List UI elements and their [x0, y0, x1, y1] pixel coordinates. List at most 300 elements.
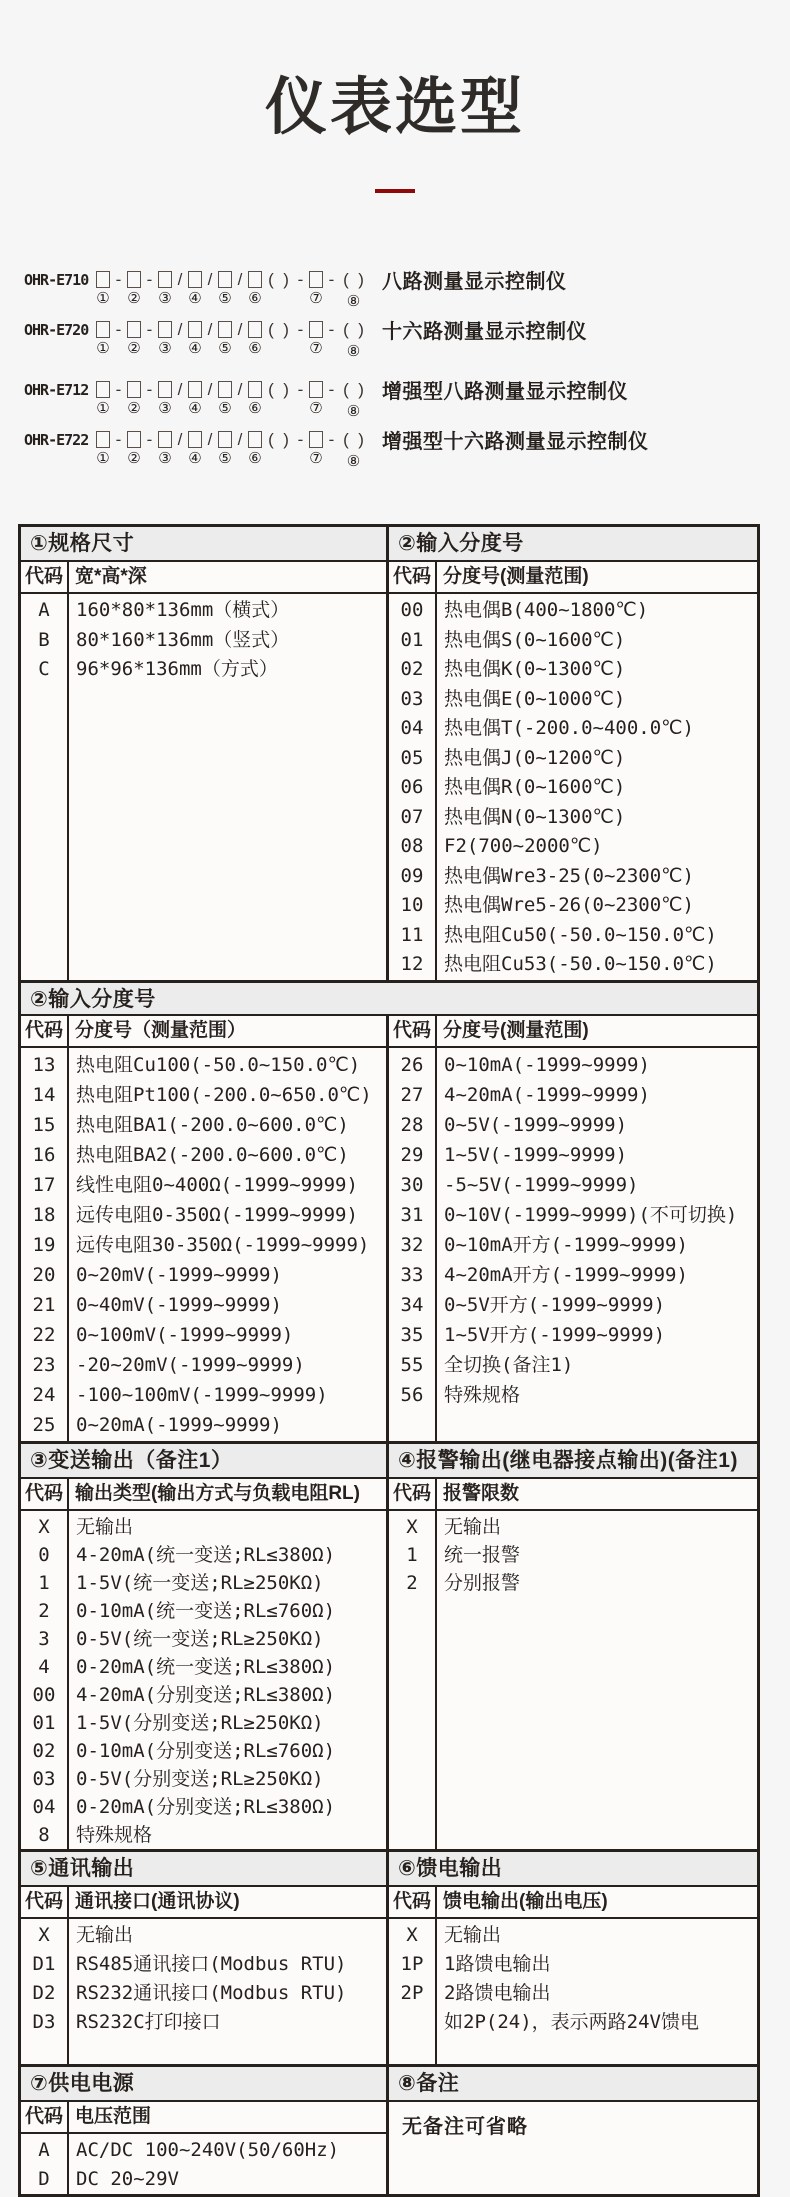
- code-box: [248, 381, 262, 398]
- code-cell: 8: [38, 1823, 50, 1846]
- separator-slot: [205, 429, 215, 472]
- table-band-5: [18, 2064, 760, 2197]
- note-text: 无备注可省略: [402, 2115, 528, 2138]
- code-box: [158, 381, 172, 398]
- code-cell: 19: [32, 1233, 56, 1256]
- paren-pair: ( ): [268, 270, 289, 290]
- code-cell: B: [38, 628, 50, 651]
- band-body: [21, 2067, 757, 2194]
- code-column: [21, 1919, 69, 2064]
- column-header-code: 代码: [389, 1887, 437, 1917]
- code-cell: 28: [400, 1113, 424, 1136]
- value-cell: 0-5V(分别变送;RL≥250KΩ): [76, 1767, 324, 1790]
- column-header-code: 代码: [21, 1479, 69, 1509]
- value-cell: 4~20mA(-1999~9999): [444, 1083, 650, 1106]
- band-body: [21, 527, 757, 980]
- dash-separator: -: [146, 320, 153, 340]
- code-cell: 04: [32, 1795, 56, 1818]
- paren-pair: ( ): [343, 380, 364, 400]
- column-header-value: 宽*高*深: [75, 566, 147, 587]
- value-cell: 1-5V(分别变送;RL≥250KΩ): [76, 1711, 324, 1734]
- code-box: [218, 431, 232, 448]
- code-cell: 16: [32, 1143, 56, 1166]
- code-box-slot: [309, 379, 323, 422]
- code-cell: X: [38, 1923, 50, 1946]
- model-row: [24, 319, 790, 362]
- code-box: [218, 271, 232, 288]
- value-cell: 远传电阻0-350Ω(-1999~9999): [76, 1203, 358, 1226]
- code-cell: 08: [400, 835, 424, 857]
- value-cell: 如2P(24)，表示两路24V馈电: [444, 2010, 699, 2033]
- value-column: [69, 594, 386, 980]
- table-body: [389, 1919, 757, 2064]
- code-cell: 03: [400, 687, 424, 710]
- value-cell: RS232通讯接口(Modbus RTU): [76, 1981, 347, 2004]
- code-box-slot: [218, 319, 232, 362]
- model-code: OHR-E720: [24, 321, 89, 340]
- separator-slot: [144, 269, 155, 312]
- circled-number-label: ①: [96, 400, 110, 418]
- code-cell: D1: [32, 1952, 56, 1975]
- value-cell: 热电阻BA2(-200.0~600.0℃): [76, 1143, 349, 1166]
- table-body: [389, 1511, 757, 1849]
- value-cell: 热电偶J(0~1200℃): [444, 746, 626, 769]
- model-code: OHR-E710: [24, 271, 89, 290]
- circled-number-label: [116, 292, 120, 312]
- code-box-slot: [188, 319, 202, 362]
- circled-number-label: ⑥: [248, 290, 262, 308]
- slash-separator: /: [177, 320, 183, 340]
- table-body: [389, 1048, 757, 1441]
- value-cell: 线性电阻0~400Ω(-1999~9999): [76, 1173, 358, 1196]
- band-body: [21, 1016, 757, 1441]
- code-cell: 21: [32, 1293, 56, 1316]
- value-cell: 4-20mA(分别变送;RL≤380Ω): [76, 1683, 336, 1706]
- code-box-slot: [127, 319, 141, 362]
- paren-pair: ( ): [343, 270, 364, 290]
- circled-number-label: ①: [96, 290, 110, 308]
- code-box-slot: [218, 269, 232, 312]
- circled-number-label: ⑦: [309, 400, 323, 418]
- model-ordering-section: [24, 269, 790, 472]
- code-box: [127, 381, 141, 398]
- circled-number-label: ⑦: [309, 290, 323, 308]
- code-cell: 56: [400, 1383, 424, 1406]
- code-box-slot: [218, 379, 232, 422]
- dash-separator: -: [297, 430, 304, 450]
- circled-number-label: ⑦: [309, 340, 323, 358]
- table-half-right: [389, 1016, 757, 1441]
- circled-number-label: [208, 342, 212, 362]
- circled-number-label: ⑥: [248, 340, 262, 358]
- code-box-slot: [248, 319, 262, 362]
- table-half-left: [21, 1016, 389, 1441]
- column-header-row: [21, 1016, 386, 1048]
- table-half-left: [21, 2067, 389, 2194]
- value-cell: 热电偶K(0~1300℃): [444, 658, 626, 680]
- value-cell: 热电偶T(-200.0~400.0℃): [444, 717, 694, 739]
- value-cell: 无输出: [76, 1923, 134, 1946]
- column-header-code: 代码: [21, 562, 69, 592]
- circled-number-label: [178, 452, 182, 472]
- code-cell: 20: [32, 1263, 56, 1286]
- dash-separator: -: [146, 270, 153, 290]
- separator-slot: [295, 319, 306, 362]
- circled-number-label: [208, 402, 212, 422]
- separator-slot: [235, 379, 245, 422]
- code-box-slot: [248, 429, 262, 472]
- circled-number-label: [147, 402, 151, 422]
- circled-number-label: [276, 402, 280, 422]
- band-body: [21, 1852, 757, 2064]
- code-cell: X: [38, 1515, 50, 1538]
- column-header-row: [21, 2102, 386, 2134]
- code-box: [188, 381, 202, 398]
- code-box-slot: [158, 429, 172, 472]
- value-column: [437, 1919, 757, 2064]
- dash-separator: -: [328, 320, 335, 340]
- column-header-value: 报警限数: [443, 1482, 520, 1504]
- value-cell: 0~5V开方(-1999~9999): [444, 1293, 666, 1316]
- code-column: [389, 594, 437, 980]
- separator-slot: [265, 269, 292, 312]
- circled-number-label: [208, 292, 212, 312]
- paren-pair: ( ): [343, 320, 364, 340]
- slash-separator: /: [207, 270, 213, 290]
- model-description: 八路测量显示控制仪: [382, 271, 567, 294]
- table-half-left: [21, 527, 389, 980]
- separator-slot: [175, 319, 185, 362]
- code-cell: 1: [406, 1543, 418, 1566]
- order-code-pattern: [96, 429, 370, 472]
- circled-number-label: [276, 452, 280, 472]
- value-cell: 160*80*136mm（横式）: [76, 599, 290, 621]
- code-box: [127, 271, 141, 288]
- value-cell: 0~20mV(-1999~9999): [76, 1263, 282, 1286]
- value-cell: RS232C打印接口: [76, 2010, 221, 2033]
- column-header-code: 代码: [21, 1887, 69, 1917]
- value-column: [437, 594, 757, 980]
- circled-number-label: ⑤: [218, 340, 232, 358]
- code-column: [389, 1919, 437, 2064]
- value-cell: 1~5V(-1999~9999): [444, 1143, 628, 1166]
- code-cell: 00: [32, 1683, 56, 1706]
- order-code-pattern: [96, 379, 370, 422]
- dash-separator: -: [328, 270, 335, 290]
- circled-number-label: ⑤: [218, 290, 232, 308]
- separator-slot: [326, 319, 337, 362]
- circled-number-label: [178, 402, 182, 422]
- separator-slot: [340, 379, 367, 422]
- circled-number-label: [298, 402, 302, 422]
- value-cell: 无输出: [76, 1515, 134, 1538]
- separator-slot: [235, 319, 245, 362]
- separator-slot: [175, 269, 185, 312]
- circled-number-label: ⑤: [218, 400, 232, 418]
- value-cell: 热电阻Pt100(-200.0~650.0℃): [76, 1083, 372, 1106]
- dash-separator: -: [297, 320, 304, 340]
- column-header-row: [389, 1887, 757, 1919]
- circled-number-label: [147, 292, 151, 312]
- table-body: [21, 1048, 386, 1441]
- separator-slot: [295, 379, 306, 422]
- column-header-code: 代码: [21, 1016, 69, 1046]
- value-cell: 4-20mA(统一变送;RL≤380Ω): [76, 1543, 336, 1566]
- separator-slot: [340, 319, 367, 362]
- value-column: [69, 1919, 386, 2064]
- circled-number-label: [116, 342, 120, 362]
- title-accent-dash: [375, 189, 415, 193]
- value-cell: AC/DC 100~240V(50/60Hz): [76, 2138, 340, 2161]
- circled-number-label: ⑥: [248, 400, 262, 418]
- model-row: [24, 429, 790, 472]
- value-column: [69, 1048, 386, 1441]
- code-box-slot: [158, 379, 172, 422]
- value-column: [437, 1048, 757, 1441]
- code-cell: 25: [32, 1413, 56, 1436]
- circled-number-label: [116, 402, 120, 422]
- separator-slot: [235, 269, 245, 312]
- circled-number-label: ②: [127, 450, 141, 468]
- code-cell: 55: [400, 1353, 424, 1376]
- value-cell: 热电阻Cu100(-50.0~150.0℃): [76, 1053, 361, 1076]
- circled-number-label: [116, 452, 120, 472]
- circled-number-label: ①: [96, 340, 110, 358]
- code-box-slot: [188, 269, 202, 312]
- circled-number-label: ⑧: [346, 403, 361, 421]
- separator-slot: [265, 319, 292, 362]
- circled-number-label: [238, 342, 242, 362]
- value-cell: 热电偶Wre3-25(0~2300℃): [444, 864, 694, 887]
- value-cell: -20~20mV(-1999~9999): [76, 1353, 305, 1376]
- code-box-slot: [309, 269, 323, 312]
- code-box: [96, 321, 110, 338]
- value-cell: 0~20mA(-1999~9999): [76, 1413, 282, 1436]
- column-header-value: 输出类型(输出方式与负载电阻RL): [75, 1482, 360, 1504]
- separator-slot: [175, 429, 185, 472]
- value-cell: 热电偶Wre5-26(0~2300℃): [444, 894, 694, 916]
- code-cell: 05: [400, 746, 424, 769]
- value-cell: 统一报警: [444, 1543, 521, 1566]
- dash-separator: -: [115, 380, 122, 400]
- model-description: 增强型八路测量显示控制仪: [382, 381, 628, 404]
- separator-slot: [326, 269, 337, 312]
- code-cell: 06: [400, 776, 424, 798]
- value-cell: 0-10mA(统一变送;RL≤760Ω): [76, 1599, 336, 1622]
- code-box: [158, 431, 172, 448]
- value-cell: 热电偶R(0~1600℃): [444, 776, 626, 798]
- section-header: ⑦供电电源: [21, 2067, 386, 2102]
- code-box-slot: [96, 319, 110, 362]
- code-box: [309, 271, 323, 288]
- model-row: [24, 269, 790, 312]
- code-box-slot: [248, 269, 262, 312]
- code-box: [96, 271, 110, 288]
- circled-number-label: ④: [188, 400, 202, 418]
- value-cell: 0~100mV(-1999~9999): [76, 1323, 294, 1346]
- circled-number-label: ③: [158, 400, 172, 418]
- circled-number-label: [329, 342, 333, 362]
- slash-separator: /: [207, 380, 213, 400]
- model-code: OHR-E722: [24, 431, 89, 450]
- code-column: [389, 1048, 437, 1441]
- code-cell: 27: [400, 1083, 424, 1106]
- code-cell: 15: [32, 1113, 56, 1136]
- code-cell: X: [406, 1923, 418, 1946]
- separator-slot: [235, 429, 245, 472]
- code-cell: 3: [38, 1627, 50, 1650]
- code-cell: 23: [32, 1353, 56, 1376]
- value-cell: 全切换(备注1): [444, 1353, 574, 1376]
- circled-number-label: [238, 452, 242, 472]
- value-cell: 96*96*136mm（方式）: [76, 658, 278, 680]
- value-column: [69, 2134, 386, 2194]
- order-code-pattern: [96, 319, 370, 362]
- circled-number-label: ③: [158, 450, 172, 468]
- order-code-pattern: [96, 269, 370, 312]
- code-box: [309, 381, 323, 398]
- slash-separator: /: [237, 430, 243, 450]
- code-cell: C: [38, 658, 50, 680]
- code-cell: 31: [400, 1203, 424, 1226]
- separator-slot: [205, 379, 215, 422]
- circled-number-label: ④: [188, 450, 202, 468]
- slash-separator: /: [237, 380, 243, 400]
- code-box-slot: [96, 269, 110, 312]
- separator-slot: [265, 429, 292, 472]
- value-cell: 热电阻Cu53(-50.0~150.0℃): [444, 953, 717, 975]
- value-cell: 1-5V(统一变送;RL≥250KΩ): [76, 1571, 324, 1594]
- dash-separator: -: [115, 430, 122, 450]
- column-header-value: 分度号(测量范围): [443, 1019, 589, 1041]
- code-cell: 13: [32, 1053, 56, 1076]
- circled-number-label: [238, 292, 242, 312]
- code-cell: 04: [400, 717, 424, 739]
- code-box: [158, 271, 172, 288]
- circled-number-label: ④: [188, 340, 202, 358]
- paren-pair: ( ): [268, 380, 289, 400]
- separator-slot: [295, 429, 306, 472]
- separator-slot: [205, 319, 215, 362]
- code-box: [218, 381, 232, 398]
- value-cell: 0~5V(-1999~9999): [444, 1113, 628, 1136]
- circled-number-label: ⑧: [346, 453, 361, 471]
- slash-separator: /: [177, 380, 183, 400]
- dash-separator: -: [328, 430, 335, 450]
- table-body: [21, 1511, 386, 1849]
- code-cell: 14: [32, 1083, 56, 1106]
- value-cell: -100~100mV(-1999~9999): [76, 1383, 328, 1406]
- code-cell: 1P: [400, 1952, 424, 1975]
- value-cell: 2路馈电输出: [444, 1981, 551, 2004]
- separator-slot: [340, 429, 367, 472]
- code-box: [188, 431, 202, 448]
- paren-pair: ( ): [343, 430, 364, 450]
- code-box: [188, 271, 202, 288]
- code-box-slot: [127, 379, 141, 422]
- code-box-slot: [309, 429, 323, 472]
- column-header-value: 通讯接口(通讯协议): [75, 1890, 240, 1912]
- code-box-slot: [127, 269, 141, 312]
- code-cell: 10: [400, 894, 424, 916]
- code-box: [96, 431, 110, 448]
- code-column: [21, 594, 69, 980]
- code-box: [158, 321, 172, 338]
- model-description: 增强型十六路测量显示控制仪: [382, 431, 649, 454]
- code-cell: 07: [400, 805, 424, 828]
- code-cell: D2: [32, 1981, 56, 2004]
- value-column: [437, 1511, 757, 1849]
- model-code: OHR-E712: [24, 381, 89, 400]
- code-cell: A: [38, 599, 50, 621]
- code-cell: [389, 2008, 435, 2037]
- paren-pair: ( ): [268, 430, 289, 450]
- value-cell: 0~40mV(-1999~9999): [76, 1293, 282, 1316]
- separator-slot: [175, 379, 185, 422]
- code-cell: 01: [400, 628, 424, 651]
- code-box-slot: [158, 319, 172, 362]
- code-cell: 02: [32, 1739, 56, 1762]
- code-column: [21, 1048, 69, 1441]
- code-cell: 32: [400, 1233, 424, 1256]
- circled-number-label: ②: [127, 340, 141, 358]
- circled-number-label: ①: [96, 450, 110, 468]
- code-cell: 12: [400, 953, 424, 975]
- code-cell: 0: [38, 1543, 50, 1566]
- circled-number-label: ⑧: [346, 293, 361, 311]
- code-cell: 2P: [400, 1981, 424, 2004]
- table-band-4: [18, 1849, 760, 2067]
- circled-number-label: [329, 292, 333, 312]
- column-header-code: 代码: [389, 562, 437, 592]
- slash-separator: /: [177, 270, 183, 290]
- section-header: ②输入分度号: [389, 527, 757, 562]
- code-cell: 01: [32, 1711, 56, 1734]
- column-header-row: [21, 1479, 386, 1511]
- table-band-2: [18, 980, 760, 1444]
- circled-number-label: ⑧: [346, 343, 361, 361]
- circled-number-label: [147, 342, 151, 362]
- model-row: [24, 379, 790, 422]
- value-cell: 0-10mA(分别变送;RL≤760Ω): [76, 1739, 336, 1762]
- section-header: ⑥馈电输出: [389, 1852, 757, 1887]
- value-cell: 热电阻Cu50(-50.0~150.0℃): [444, 923, 717, 946]
- value-cell: 热电偶B(400~1800℃): [444, 599, 649, 621]
- page-title: 仪表选型: [264, 73, 525, 142]
- separator-slot: [295, 269, 306, 312]
- code-cell: 2: [406, 1571, 418, 1594]
- band-body: [21, 1444, 757, 1849]
- separator-slot: [144, 429, 155, 472]
- value-cell: 0~10mA开方(-1999~9999): [444, 1233, 688, 1256]
- code-cell: 24: [32, 1383, 56, 1406]
- table-half-left: [21, 1852, 389, 2064]
- circled-number-label: [147, 452, 151, 472]
- circled-number-label: ⑦: [309, 450, 323, 468]
- circled-number-label: [298, 452, 302, 472]
- value-column: [69, 1511, 386, 1849]
- separator-slot: [326, 429, 337, 472]
- code-box-slot: [248, 379, 262, 422]
- value-cell: 0-5V(统一变送;RL≥250KΩ): [76, 1627, 324, 1650]
- code-cell: 29: [400, 1143, 424, 1166]
- column-header-row: [389, 562, 757, 594]
- value-cell: 4~20mA开方(-1999~9999): [444, 1263, 688, 1286]
- code-cell: 00: [400, 599, 424, 621]
- value-cell: 1路馈电输出: [444, 1952, 551, 1975]
- section-header: ⑧备注: [389, 2067, 757, 2102]
- table-body: [21, 1919, 386, 2064]
